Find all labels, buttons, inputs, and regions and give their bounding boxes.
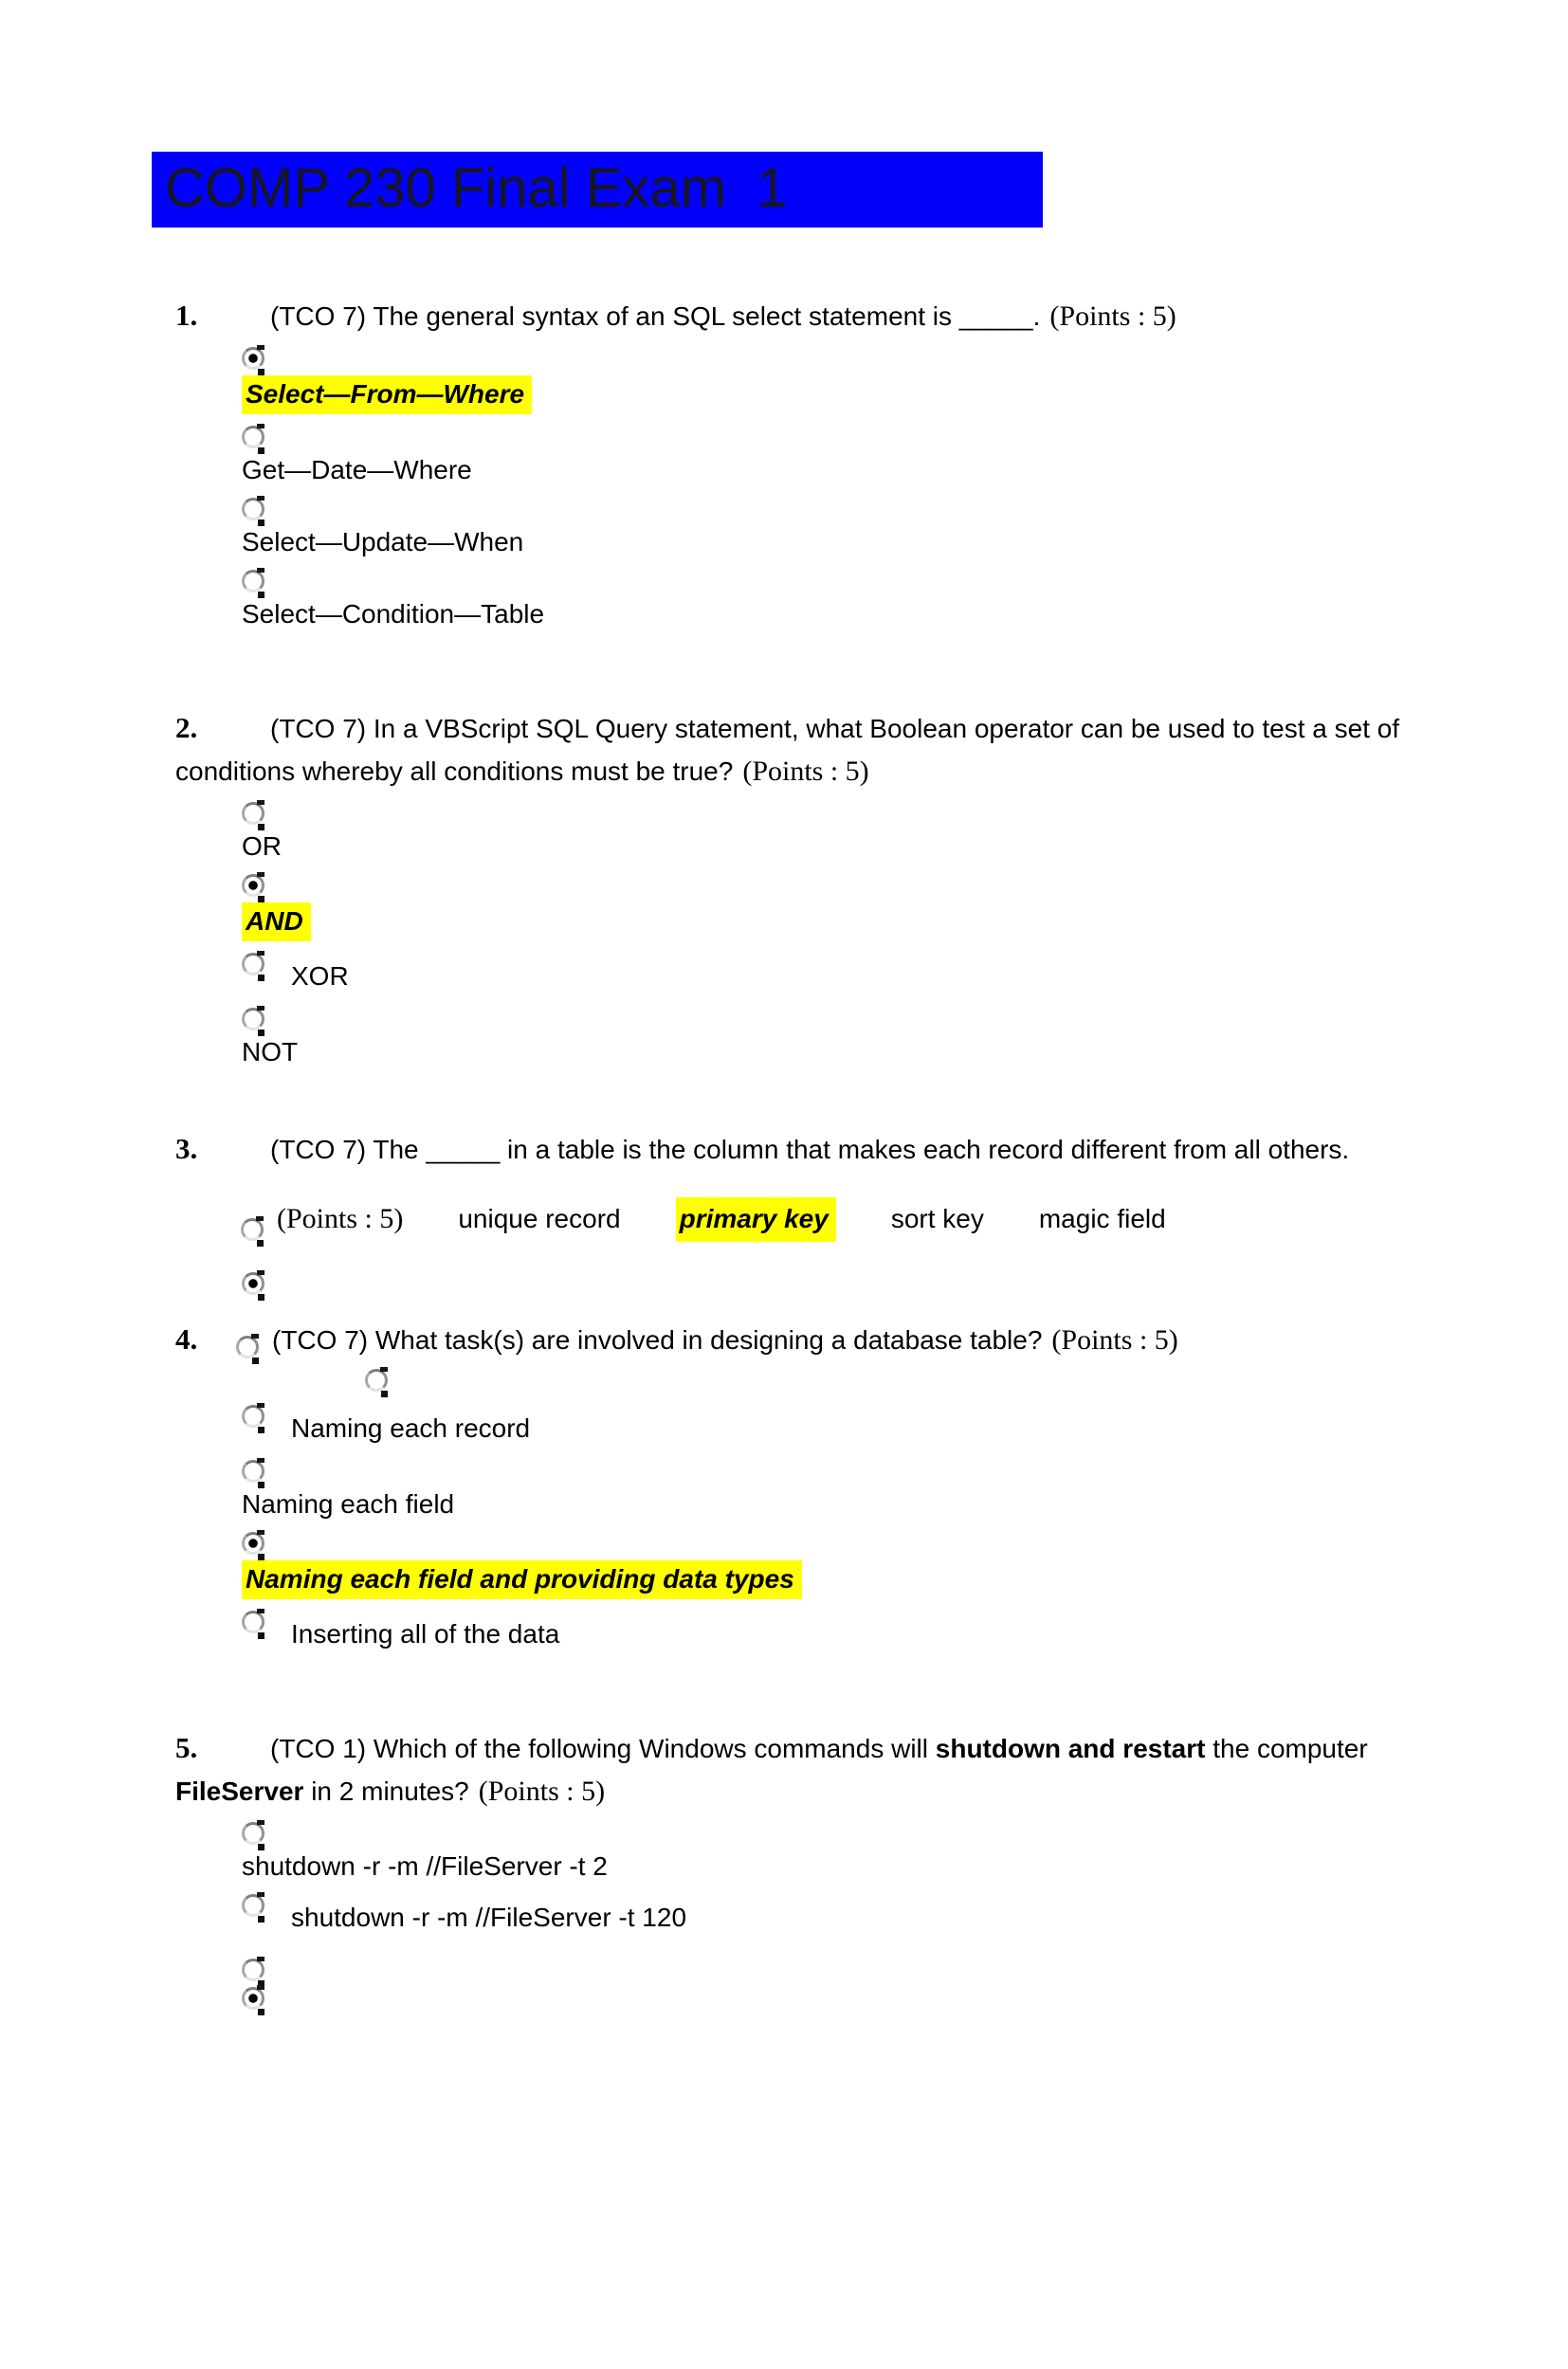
q5-trailing-radio-2[interactable]: [242, 1987, 264, 2010]
q3-option-3-label: sort key: [890, 1204, 984, 1233]
question-1-prompt: (TCO 7) The general syntax of an SQL select statement is _____.: [270, 301, 1041, 331]
question-1-options: [242, 347, 1568, 630]
q4-indented-radio[interactable]: [365, 1369, 388, 1392]
question-1: [0, 294, 1568, 630]
q1-option-2-radio[interactable]: [242, 426, 264, 448]
q4-option-4-label: Inserting all of the data: [291, 1619, 560, 1649]
q4-prompt-radio[interactable]: [236, 1336, 259, 1358]
q4-option-3-radio[interactable]: [242, 1532, 264, 1555]
q4-option-1-label: Naming each record: [291, 1413, 531, 1443]
q3-option-1-label: unique record: [458, 1204, 621, 1233]
question-5-prompt-part3: in 2 minutes?: [303, 1777, 469, 1806]
q5-trailing-radio-1[interactable]: [242, 1959, 264, 1981]
question-5-points: (Points : 5): [478, 1776, 606, 1807]
q2-option-4-radio[interactable]: [242, 1008, 264, 1030]
q4-indented-radio-row: [365, 1369, 1568, 1394]
q4-option-4-radio[interactable]: [242, 1611, 264, 1633]
question-2-number: 2.: [175, 711, 198, 744]
q5-option-2-radio[interactable]: [242, 1894, 264, 1917]
question-3-number: 3.: [175, 1132, 198, 1165]
q4-option-3-row: [242, 1532, 1568, 1557]
q3-hanging-radio[interactable]: [241, 1218, 264, 1241]
page: [0, 152, 1568, 2012]
q1-option-1-label: Select—From—Where: [242, 375, 532, 414]
q5-trailing-radio-2-row: [242, 1987, 1568, 2012]
q1-option-4-radio[interactable]: [242, 570, 264, 592]
question-4-options: [242, 1369, 1568, 1654]
q5-trailing-radio-1-row: [242, 1959, 1568, 1983]
question-3: [0, 1127, 1568, 1297]
question-5-prompt-line: [175, 1726, 1454, 1813]
question-2-points: (Points : 5): [742, 756, 869, 787]
q1-option-3-row: [242, 498, 1568, 522]
q5-option-2-label: shutdown -r -m //FileServer -t 120: [291, 1903, 687, 1932]
question-5: [0, 1726, 1568, 2012]
question-3-prompt: (TCO 7) The _____ in a table is the column that makes each record different from all others.: [270, 1135, 1350, 1164]
question-5-number: 5.: [175, 1731, 198, 1764]
question-3-points: (Points : 5): [277, 1203, 404, 1234]
question-2-options: [242, 802, 1568, 1068]
question-3-options-row: [277, 1197, 1568, 1242]
question-5-prompt-bold1: shutdown and restart: [935, 1734, 1206, 1763]
q4-option-3: [242, 1560, 1568, 1599]
q5-option-2-row: [242, 1894, 1568, 1938]
q4-option-2-label: Naming each field: [242, 1489, 455, 1519]
q2-option-4-row: [242, 1008, 1568, 1032]
question-5-prompt-part1: (TCO 1) Which of the following Windows commands will: [270, 1734, 936, 1763]
q3-option-2-label: primary key: [676, 1197, 836, 1242]
q4-option-4-row: [242, 1611, 1568, 1654]
q2-option-2-row: [242, 874, 1568, 899]
q2-option-3-radio[interactable]: [242, 953, 264, 975]
q1-option-1-radio[interactable]: [242, 347, 264, 370]
q5-option-1-label: shutdown -r -m //FileServer -t 2: [242, 1851, 608, 1881]
q2-option-3-row: [242, 953, 1568, 996]
q4-option-1-radio[interactable]: [242, 1405, 264, 1428]
q2-option-4-label: NOT: [242, 1037, 299, 1066]
q2-option-1-radio[interactable]: [242, 802, 264, 825]
q3-selected-radio-row: [242, 1272, 1568, 1297]
question-3-prompt-line: [175, 1127, 1454, 1171]
q3-option-2: [676, 1204, 836, 1233]
q1-option-2-label: Get—Date—Where: [242, 455, 472, 484]
q3-selected-radio[interactable]: [242, 1272, 264, 1295]
q2-option-3-label: XOR: [291, 961, 349, 991]
question-1-number: 1.: [175, 299, 198, 332]
q4-option-2-row: [242, 1460, 1568, 1485]
question-4: [0, 1318, 1568, 1654]
q1-option-1: [242, 375, 1568, 414]
question-2: [0, 706, 1568, 1068]
q3-option-4-label: magic field: [1038, 1204, 1166, 1233]
page-title: COMP 230 Final Exam 1: [152, 152, 1043, 228]
q5-option-1-row: [242, 1822, 1568, 1847]
q1-option-4-label: Select—Condition—Table: [242, 599, 545, 629]
q1-option-3-radio[interactable]: [242, 498, 264, 520]
question-4-number: 4.: [175, 1322, 198, 1356]
q5-option-1-radio[interactable]: [242, 1822, 264, 1845]
question-4-prompt-line: [175, 1318, 1454, 1361]
q2-option-2: [242, 902, 1568, 941]
q2-option-2-label: AND: [242, 902, 311, 941]
q1-option-2-row: [242, 426, 1568, 450]
q4-option-3-label: Naming each field and providing data types: [242, 1560, 802, 1599]
q1-option-1-row: [242, 347, 1568, 372]
question-5-options: [242, 1822, 1568, 2012]
q2-option-1-label: OR: [242, 831, 282, 861]
question-2-prompt: (TCO 7) In a VBScript SQL Query statement, what Boolean operator can be used to test a set of conditions whereby all conditions must be true?: [175, 714, 1400, 786]
q1-option-4-row: [242, 570, 1568, 594]
q2-option-2-radio[interactable]: [242, 874, 264, 897]
question-4-points: (Points : 5): [1051, 1324, 1178, 1356]
question-1-prompt-line: [175, 294, 1454, 337]
q2-option-1-row: [242, 802, 1568, 827]
question-1-points: (Points : 5): [1049, 301, 1176, 332]
question-2-prompt-line: [175, 706, 1454, 793]
q4-option-2-radio[interactable]: [242, 1460, 264, 1483]
question-5-prompt-bold2: FileServer: [175, 1777, 304, 1806]
q4-option-1-row: [242, 1405, 1568, 1449]
q1-option-3-label: Select—Update—When: [242, 527, 524, 556]
question-4-prompt: (TCO 7) What task(s) are involved in designing a database table?: [272, 1325, 1043, 1355]
question-5-prompt-part2: the computer: [1205, 1734, 1368, 1763]
